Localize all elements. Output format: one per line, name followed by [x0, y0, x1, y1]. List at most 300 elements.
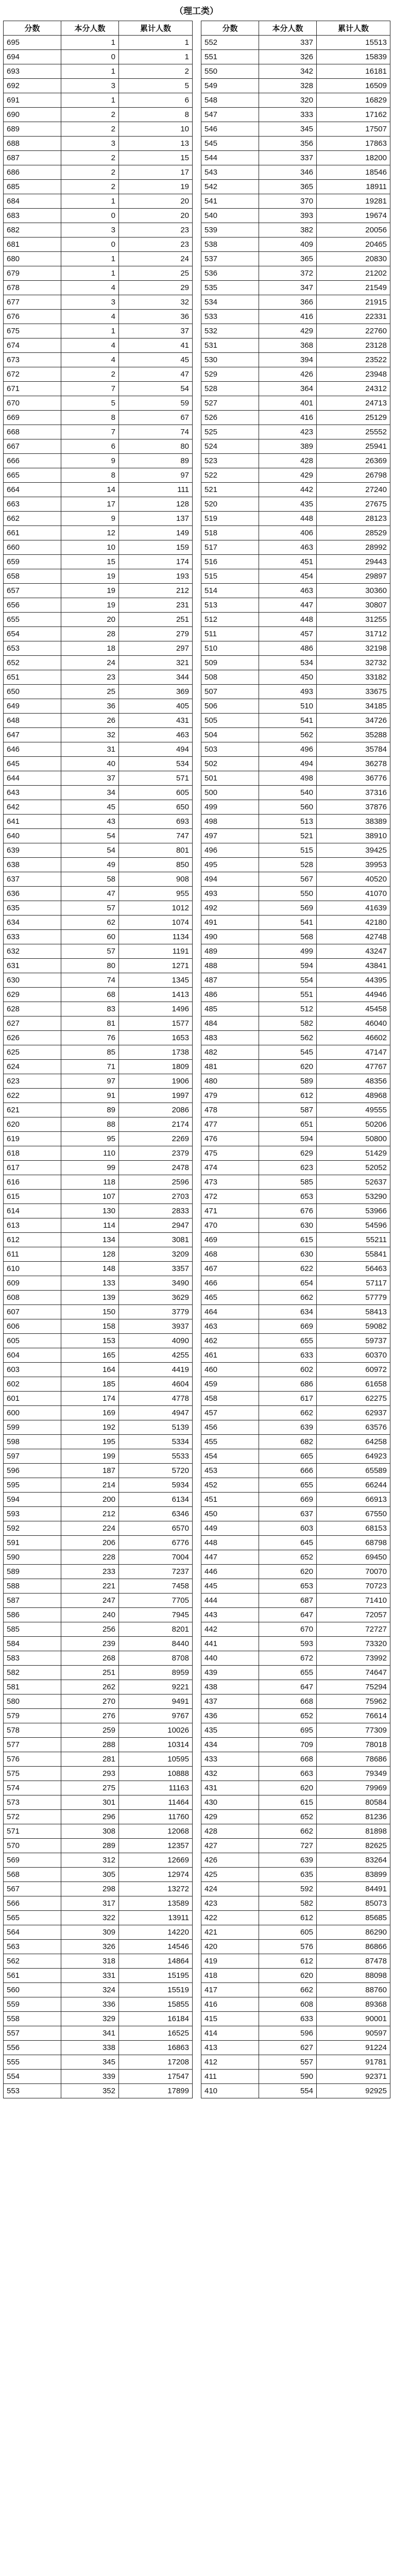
- cell-count: 6: [61, 439, 119, 454]
- cell-cumulative: 88098: [317, 1969, 390, 1983]
- table-row: [201, 815, 390, 829]
- table-row: [201, 526, 390, 540]
- table-row: [4, 439, 193, 454]
- table-row: [4, 2084, 193, 2098]
- cell-cumulative: 5139: [119, 1420, 193, 1435]
- cell-score: 462: [201, 1334, 259, 1348]
- cell-cumulative: 15: [119, 151, 193, 165]
- table-row: [201, 1954, 390, 1969]
- cell-cumulative: 6134: [119, 1493, 193, 1507]
- table-row: [4, 988, 193, 1002]
- table-row: [4, 1940, 193, 1954]
- cell-count: 293: [61, 1767, 119, 1781]
- table-row: [4, 641, 193, 656]
- cell-cumulative: 369: [119, 685, 193, 699]
- cell-score: 494: [201, 872, 259, 887]
- cell-count: 3: [61, 295, 119, 310]
- cell-score: 517: [201, 540, 259, 555]
- cell-cumulative: 571: [119, 771, 193, 786]
- cell-cumulative: 2703: [119, 1190, 193, 1204]
- table-row: [201, 137, 390, 151]
- cell-cumulative: 1074: [119, 916, 193, 930]
- cell-cumulative: 64923: [317, 1449, 390, 1464]
- cell-cumulative: 47147: [317, 1045, 390, 1060]
- cell-count: 652: [259, 1550, 317, 1565]
- cell-cumulative: 8: [119, 108, 193, 122]
- cell-count: 486: [259, 641, 317, 656]
- table-row: [4, 1565, 193, 1579]
- cell-cumulative: 10888: [119, 1767, 193, 1781]
- cell-cumulative: 63576: [317, 1420, 390, 1435]
- cell-count: 366: [259, 295, 317, 310]
- cell-count: 612: [259, 1954, 317, 1969]
- table-row: [4, 1680, 193, 1694]
- table-row: [201, 324, 390, 338]
- table-row: [4, 338, 193, 353]
- table-row: [201, 641, 390, 656]
- header-count: 本分人数: [61, 21, 119, 36]
- cell-count: 83: [61, 1002, 119, 1016]
- cell-count: 541: [259, 714, 317, 728]
- cell-cumulative: 8201: [119, 1622, 193, 1637]
- cell-score: 655: [4, 613, 61, 627]
- table-row: [201, 1752, 390, 1767]
- table-row: [4, 728, 193, 742]
- cell-cumulative: 86290: [317, 1925, 390, 1940]
- cell-cumulative: 54596: [317, 1218, 390, 1233]
- cell-count: 158: [61, 1319, 119, 1334]
- cell-cumulative: 4778: [119, 1392, 193, 1406]
- table-row: [4, 973, 193, 988]
- cell-count: 10: [61, 540, 119, 555]
- table-row: [201, 973, 390, 988]
- cell-count: 496: [259, 742, 317, 757]
- cell-cumulative: 72727: [317, 1622, 390, 1637]
- cell-score: 680: [4, 252, 61, 266]
- table-row: [4, 771, 193, 786]
- cell-count: 652: [259, 1709, 317, 1723]
- cell-cumulative: 534: [119, 757, 193, 771]
- cell-count: 676: [259, 1204, 317, 1218]
- table-header-row: [4, 21, 193, 36]
- cell-cumulative: 5334: [119, 1435, 193, 1449]
- cell-cumulative: 85073: [317, 1896, 390, 1911]
- cell-cumulative: 5720: [119, 1464, 193, 1478]
- cell-score: 538: [201, 238, 259, 252]
- table-row: [4, 555, 193, 569]
- cell-score: 605: [4, 1334, 61, 1348]
- cell-score: 458: [201, 1392, 259, 1406]
- table-row: [201, 165, 390, 180]
- cell-cumulative: 463: [119, 728, 193, 742]
- cell-cumulative: 25552: [317, 425, 390, 439]
- cell-count: 40: [61, 757, 119, 771]
- cell-score: 607: [4, 1305, 61, 1319]
- cell-score: 445: [201, 1579, 259, 1594]
- table-row: [201, 1565, 390, 1579]
- cell-cumulative: 16829: [317, 93, 390, 108]
- table-row: [201, 1622, 390, 1637]
- cell-count: 662: [259, 1406, 317, 1420]
- cell-count: 589: [259, 1074, 317, 1089]
- table-row: [4, 1132, 193, 1146]
- cell-score: 460: [201, 1363, 259, 1377]
- table-row: [4, 598, 193, 613]
- table-row: [201, 829, 390, 843]
- table-row: [201, 1478, 390, 1493]
- table-row: [4, 1810, 193, 1824]
- cell-cumulative: 59737: [317, 1334, 390, 1348]
- table-row: [201, 353, 390, 367]
- table-row: [201, 858, 390, 872]
- table-row: [201, 36, 390, 50]
- cell-score: 523: [201, 454, 259, 468]
- cell-count: 666: [259, 1464, 317, 1478]
- table-row: [4, 800, 193, 815]
- cell-score: 638: [4, 858, 61, 872]
- cell-cumulative: 90597: [317, 2026, 390, 2041]
- cell-score: 469: [201, 1233, 259, 1247]
- cell-score: 493: [201, 887, 259, 901]
- cell-cumulative: 58413: [317, 1305, 390, 1319]
- cell-score: 503: [201, 742, 259, 757]
- cell-count: 309: [61, 1925, 119, 1940]
- cell-count: 7: [61, 425, 119, 439]
- table-row: [201, 1117, 390, 1132]
- cell-cumulative: 20: [119, 194, 193, 209]
- table-row: [4, 901, 193, 916]
- cell-score: 482: [201, 1045, 259, 1060]
- cell-count: 12: [61, 526, 119, 540]
- cell-count: 428: [259, 454, 317, 468]
- cell-cumulative: 36776: [317, 771, 390, 786]
- cell-score: 470: [201, 1218, 259, 1233]
- cell-cumulative: 52637: [317, 1175, 390, 1190]
- table-row: [4, 1420, 193, 1435]
- cell-cumulative: 75962: [317, 1694, 390, 1709]
- cell-score: 691: [4, 93, 61, 108]
- table-row: [4, 1853, 193, 1868]
- cell-count: 134: [61, 1233, 119, 1247]
- cell-score: 537: [201, 252, 259, 266]
- cell-count: 14: [61, 483, 119, 497]
- cell-count: 221: [61, 1579, 119, 1594]
- cell-score: 590: [4, 1550, 61, 1565]
- cell-score: 688: [4, 137, 61, 151]
- cell-cumulative: 128: [119, 497, 193, 512]
- cell-count: 326: [61, 1940, 119, 1954]
- cell-count: 587: [259, 1103, 317, 1117]
- cell-count: 54: [61, 843, 119, 858]
- cell-score: 479: [201, 1089, 259, 1103]
- cell-score: 608: [4, 1291, 61, 1305]
- cell-score: 547: [201, 108, 259, 122]
- cell-count: 262: [61, 1680, 119, 1694]
- cell-score: 686: [4, 165, 61, 180]
- cell-count: 25: [61, 685, 119, 699]
- cell-cumulative: 10595: [119, 1752, 193, 1767]
- cell-cumulative: 40520: [317, 872, 390, 887]
- cell-count: 2: [61, 165, 119, 180]
- cell-cumulative: 25941: [317, 439, 390, 454]
- cell-cumulative: 431: [119, 714, 193, 728]
- cell-count: 567: [259, 872, 317, 887]
- cell-score: 429: [201, 1810, 259, 1824]
- table-row: [4, 613, 193, 627]
- table-row: [201, 1016, 390, 1031]
- cell-score: 665: [4, 468, 61, 483]
- cell-score: 549: [201, 79, 259, 93]
- cell-count: 1: [61, 36, 119, 50]
- table-row: [4, 627, 193, 641]
- table-row: [201, 1795, 390, 1810]
- cell-cumulative: 4090: [119, 1334, 193, 1348]
- table-row: [201, 887, 390, 901]
- cell-score: 587: [4, 1594, 61, 1608]
- cell-score: 606: [4, 1319, 61, 1334]
- table-row: [201, 338, 390, 353]
- cell-cumulative: 81898: [317, 1824, 390, 1839]
- cell-score: 671: [4, 382, 61, 396]
- table-row: [4, 194, 193, 209]
- cell-cumulative: 20830: [317, 252, 390, 266]
- cell-score: 625: [4, 1045, 61, 1060]
- cell-score: 478: [201, 1103, 259, 1117]
- cell-count: 652: [259, 1810, 317, 1824]
- cell-cumulative: 149: [119, 526, 193, 540]
- cell-count: 494: [259, 757, 317, 771]
- cell-count: 663: [259, 1767, 317, 1781]
- table-row: [4, 1233, 193, 1247]
- cell-score: 486: [201, 988, 259, 1002]
- cell-count: 54: [61, 829, 119, 843]
- cell-count: 17: [61, 497, 119, 512]
- table-row: [201, 714, 390, 728]
- cell-score: 502: [201, 757, 259, 771]
- cell-score: 521: [201, 483, 259, 497]
- cell-count: 602: [259, 1363, 317, 1377]
- cell-count: 435: [259, 497, 317, 512]
- table-row: [201, 194, 390, 209]
- cell-score: 598: [4, 1435, 61, 1449]
- cell-cumulative: 25: [119, 266, 193, 281]
- cell-score: 613: [4, 1218, 61, 1233]
- cell-cumulative: 17863: [317, 137, 390, 151]
- cell-count: 91: [61, 1089, 119, 1103]
- table-row: [4, 1839, 193, 1853]
- cell-cumulative: 32: [119, 295, 193, 310]
- table-row: [201, 1190, 390, 1204]
- cell-count: 545: [259, 1045, 317, 1060]
- cell-count: 560: [259, 800, 317, 815]
- cell-score: 563: [4, 1940, 61, 1954]
- cell-count: 596: [259, 2026, 317, 2041]
- cell-score: 685: [4, 180, 61, 194]
- table-row: [201, 569, 390, 584]
- cell-cumulative: 56463: [317, 1262, 390, 1276]
- table-row: [201, 1853, 390, 1868]
- cell-cumulative: 23522: [317, 353, 390, 367]
- cell-score: 439: [201, 1666, 259, 1680]
- table-row: [201, 1839, 390, 1853]
- table-row: [4, 872, 193, 887]
- cell-cumulative: 21202: [317, 266, 390, 281]
- cell-cumulative: 83899: [317, 1868, 390, 1882]
- cell-cumulative: 82625: [317, 1839, 390, 1853]
- cell-cumulative: 13911: [119, 1911, 193, 1925]
- cell-cumulative: 62937: [317, 1406, 390, 1420]
- table-row: [201, 944, 390, 959]
- table-row: [4, 1319, 193, 1334]
- cell-cumulative: 78018: [317, 1738, 390, 1752]
- cell-cumulative: 27675: [317, 497, 390, 512]
- table-row: [201, 180, 390, 194]
- cell-cumulative: 91224: [317, 2041, 390, 2055]
- table-row: [201, 800, 390, 815]
- cell-score: 506: [201, 699, 259, 714]
- score-table-left: [3, 21, 193, 2098]
- cell-score: 437: [201, 1694, 259, 1709]
- cell-cumulative: 38389: [317, 815, 390, 829]
- cell-count: 416: [259, 310, 317, 324]
- table-row: [4, 1406, 193, 1420]
- cell-count: 409: [259, 238, 317, 252]
- cell-count: 8: [61, 468, 119, 483]
- cell-score: 513: [201, 598, 259, 613]
- cell-cumulative: 42748: [317, 930, 390, 944]
- cell-count: 365: [259, 252, 317, 266]
- cell-count: 647: [259, 1608, 317, 1622]
- cell-count: 1: [61, 64, 119, 79]
- cell-score: 456: [201, 1420, 259, 1435]
- cell-score: 551: [201, 50, 259, 64]
- cell-score: 572: [4, 1810, 61, 1824]
- cell-score: 673: [4, 353, 61, 367]
- cell-count: 620: [259, 1565, 317, 1579]
- cell-score: 601: [4, 1392, 61, 1406]
- cell-score: 672: [4, 367, 61, 382]
- table-row: [201, 1247, 390, 1262]
- cell-score: 540: [201, 209, 259, 223]
- cell-cumulative: 7705: [119, 1594, 193, 1608]
- cell-count: 603: [259, 1521, 317, 1536]
- cell-score: 632: [4, 944, 61, 959]
- table-row: [201, 439, 390, 454]
- cell-cumulative: 75294: [317, 1680, 390, 1694]
- cell-score: 545: [201, 137, 259, 151]
- cell-score: 490: [201, 930, 259, 944]
- table-row: [4, 1348, 193, 1363]
- cell-score: 593: [4, 1507, 61, 1521]
- cell-score: 583: [4, 1651, 61, 1666]
- cell-score: 570: [4, 1839, 61, 1853]
- cell-score: 471: [201, 1204, 259, 1218]
- cell-score: 687: [4, 151, 61, 165]
- cell-cumulative: 68153: [317, 1521, 390, 1536]
- cell-score: 481: [201, 1060, 259, 1074]
- cell-cumulative: 850: [119, 858, 193, 872]
- cell-score: 694: [4, 50, 61, 64]
- cell-count: 185: [61, 1377, 119, 1392]
- cell-cumulative: 24312: [317, 382, 390, 396]
- table-row: [201, 396, 390, 411]
- cell-score: 416: [201, 1997, 259, 2012]
- cell-count: 256: [61, 1622, 119, 1637]
- table-row: [201, 1997, 390, 2012]
- cell-count: 233: [61, 1565, 119, 1579]
- cell-score: 420: [201, 1940, 259, 1954]
- cell-count: 322: [61, 1911, 119, 1925]
- cell-score: 424: [201, 1882, 259, 1896]
- table-row: [4, 50, 193, 64]
- cell-cumulative: 28992: [317, 540, 390, 555]
- cell-cumulative: 5: [119, 79, 193, 93]
- cell-score: 557: [4, 2026, 61, 2041]
- cell-score: 440: [201, 1651, 259, 1666]
- table-row: [201, 151, 390, 165]
- cell-cumulative: 87478: [317, 1954, 390, 1969]
- cell-score: 446: [201, 1565, 259, 1579]
- cell-score: 421: [201, 1925, 259, 1940]
- cell-cumulative: 6776: [119, 1536, 193, 1550]
- table-row: [201, 2084, 390, 2098]
- cell-score: 500: [201, 786, 259, 800]
- cell-score: 643: [4, 786, 61, 800]
- cell-count: 326: [259, 50, 317, 64]
- table-row: [4, 1882, 193, 1896]
- table-row: [201, 555, 390, 569]
- cell-score: 667: [4, 439, 61, 454]
- cell-count: 296: [61, 1810, 119, 1824]
- cell-score: 524: [201, 439, 259, 454]
- cell-score: 611: [4, 1247, 61, 1262]
- cell-cumulative: 47: [119, 367, 193, 382]
- cell-cumulative: 89368: [317, 1997, 390, 2012]
- table-row: [4, 295, 193, 310]
- cell-cumulative: 33182: [317, 670, 390, 685]
- cell-count: 20: [61, 613, 119, 627]
- cell-cumulative: 10026: [119, 1723, 193, 1738]
- table-row: [201, 1204, 390, 1218]
- table-row: [4, 1276, 193, 1291]
- cell-count: 165: [61, 1348, 119, 1363]
- cell-cumulative: 66913: [317, 1493, 390, 1507]
- cell-cumulative: 46602: [317, 1031, 390, 1045]
- cell-count: 37: [61, 771, 119, 786]
- cell-count: 534: [259, 656, 317, 670]
- cell-cumulative: 53290: [317, 1190, 390, 1204]
- cell-count: 655: [259, 1478, 317, 1493]
- table-row: [201, 108, 390, 122]
- cell-cumulative: 23: [119, 223, 193, 238]
- cell-score: 602: [4, 1377, 61, 1392]
- cell-cumulative: 1345: [119, 973, 193, 988]
- cell-cumulative: 1: [119, 36, 193, 50]
- cell-count: 463: [259, 584, 317, 598]
- table-row: [201, 843, 390, 858]
- cell-cumulative: 2596: [119, 1175, 193, 1190]
- cell-score: 536: [201, 266, 259, 281]
- cell-score: 662: [4, 512, 61, 526]
- cell-score: 444: [201, 1594, 259, 1608]
- cell-count: 448: [259, 512, 317, 526]
- cell-cumulative: 3081: [119, 1233, 193, 1247]
- cell-cumulative: 2478: [119, 1161, 193, 1175]
- cell-score: 633: [4, 930, 61, 944]
- cell-score: 515: [201, 569, 259, 584]
- table-row: [4, 36, 193, 50]
- table-row: [4, 1045, 193, 1060]
